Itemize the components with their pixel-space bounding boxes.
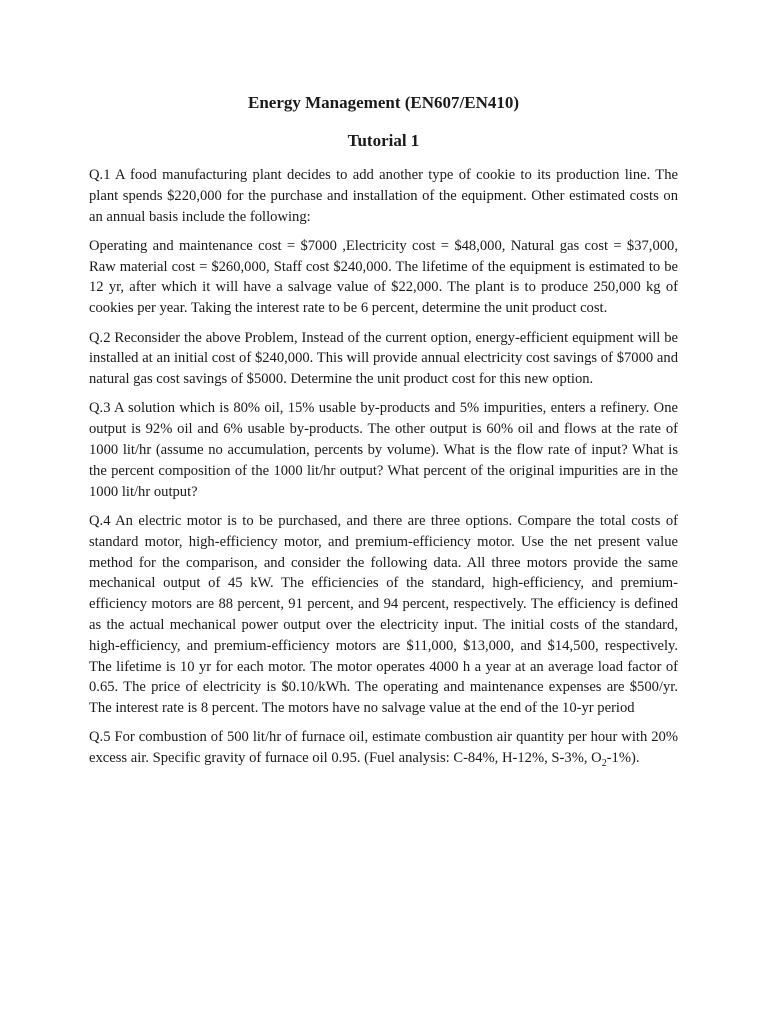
question-1-costs: Operating and maintenance cost = $7000 ,Electricity cost = $48,000, Natural gas cost = $37,000, Raw material cost = $260,000, Staff cost $240,000. The lifetime of the equipment is estimated to be 12 yr, after which it will have a salvage value of $22,000. The plant is to produce 250,000 kg of cookies per year. Taking the interest rate to be 6 percent, determine the unit product cost.	[89, 237, 678, 317]
question-2: Q.2 Reconsider the above Problem, Instead of the current option, energy-efficient equipment will be installed at an initial cost of $240,000. This will provide annual electricity cost savings of $7000 and natural gas cost savings of $5000. Determine the unit product cost for this new option.	[89, 329, 678, 388]
document-subtitle: Tutorial 1	[347, 131, 420, 150]
question-5-text: Q.5 For combustion of 500 lit/hr of furnace oil, estimate combustion air quantity per hour with 20% excess air. Specific gravity of furnace oil 0.95. (Fuel analysis: C-84%, H-12%, S-3%, O	[89, 729, 678, 767]
question-1-intro: Q.1 A food manufacturing plant decides to add another type of cookie to its production line. The plant spends $220,000 for the purchase and installation of the equipment. Other estimated costs on an annual basis include the following:	[89, 167, 678, 225]
document-title: Energy Management (EN607/EN410)	[247, 93, 520, 112]
question-4: Q.4 An electric motor is to be purchased, and there are three options. Compare the total costs of standard motor, high-efficiency motor, and premium-efficiency motor. Use the net present value method for the comparison, and consider the following data. All three motors provide the same mechanical output of 45 kW. The efficiencies of the standard, high-efficiency, and premium-efficiency motors are 88 percent, 91 percent, and 94 percent, respectively. The efficiency is defined as the actual mechanical power output over the electricity input. The initial costs of the standard, high-efficiency, and premium-efficiency motors are $11,000, $13,000, and $14,500, respectively. The lifetime is 10 yr for each motor. The motor operates 4000 h a year at an average load factor of 0.65. The price of electricity is $0.10/kWh. The operating and maintenance expenses are $500/yr. The interest rate is 8 percent. The motors have no salvage value at the end of the 10-yr period	[89, 512, 678, 717]
question-3: Q.3 A solution which is 80% oil, 15% usable by-products and 5% impurities, enters a refinery. One output is 92% oil and 6% usable by-products. The other output is 60% oil and flows at the rate of 1000 lit/hr (assume no accumulation, percents by volume). What is the flow rate of input? What is the percent composition of the 1000 lit/hr output? What percent of the original impurities are in the 1000 lit/hr output?	[89, 400, 678, 500]
question-5-text-end: -1%).	[606, 750, 640, 767]
question-5	[89, 727, 678, 769]
oxygen-subscript: 2	[601, 758, 607, 770]
document-page	[89, 90, 678, 778]
